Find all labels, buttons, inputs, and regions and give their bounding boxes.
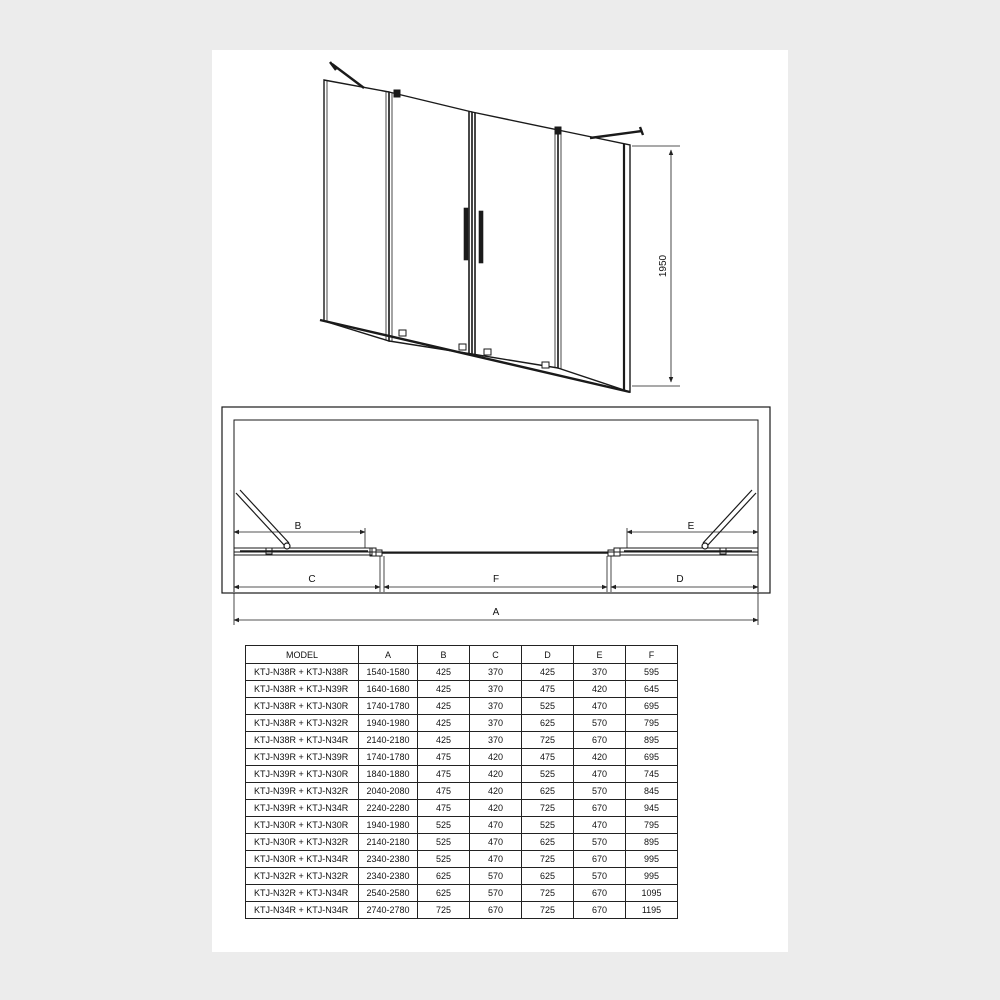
value-cell: 470 bbox=[574, 698, 626, 715]
value-cell: 2340-2380 bbox=[359, 868, 418, 885]
model-cell: KTJ-N38R + KTJ-N38R bbox=[246, 664, 359, 681]
value-cell: 420 bbox=[470, 749, 522, 766]
value-cell: 1940-1980 bbox=[359, 715, 418, 732]
value-cell: 625 bbox=[418, 868, 470, 885]
header-e: E bbox=[574, 646, 626, 664]
table-row bbox=[246, 902, 678, 919]
right-wall-bracket bbox=[590, 127, 643, 138]
table-row bbox=[246, 851, 678, 868]
plan-label-f: F bbox=[492, 574, 500, 585]
value-cell: 570 bbox=[470, 885, 522, 902]
model-cell: KTJ-N39R + KTJ-N39R bbox=[246, 749, 359, 766]
value-cell: 420 bbox=[470, 766, 522, 783]
value-cell: 2240-2280 bbox=[359, 800, 418, 817]
table-row bbox=[246, 766, 678, 783]
value-cell: 945 bbox=[626, 800, 678, 817]
value-cell: 370 bbox=[470, 681, 522, 698]
plan-view bbox=[222, 407, 770, 625]
value-cell: 570 bbox=[574, 783, 626, 800]
value-cell: 625 bbox=[522, 868, 574, 885]
value-cell: 645 bbox=[626, 681, 678, 698]
value-cell: 425 bbox=[418, 715, 470, 732]
table-row bbox=[246, 749, 678, 766]
value-cell: 420 bbox=[470, 783, 522, 800]
value-cell: 995 bbox=[626, 851, 678, 868]
value-cell: 670 bbox=[574, 885, 626, 902]
model-cell: KTJ-N38R + KTJ-N39R bbox=[246, 681, 359, 698]
header-f: F bbox=[626, 646, 678, 664]
value-cell: 745 bbox=[626, 766, 678, 783]
table-row bbox=[246, 664, 678, 681]
value-cell: 475 bbox=[418, 783, 470, 800]
left-fixed-panel bbox=[324, 80, 389, 341]
value-cell: 570 bbox=[574, 715, 626, 732]
header-model: MODEL bbox=[246, 646, 359, 664]
value-cell: 370 bbox=[470, 698, 522, 715]
value-cell: 670 bbox=[574, 800, 626, 817]
right-fixed-panel bbox=[558, 130, 630, 392]
value-cell: 420 bbox=[470, 800, 522, 817]
value-cell: 370 bbox=[574, 664, 626, 681]
value-cell: 2740-2780 bbox=[359, 902, 418, 919]
value-cell: 470 bbox=[574, 817, 626, 834]
value-cell: 995 bbox=[626, 868, 678, 885]
table-body bbox=[246, 664, 678, 919]
value-cell: 425 bbox=[522, 664, 574, 681]
value-cell: 1095 bbox=[626, 885, 678, 902]
value-cell: 2340-2380 bbox=[359, 851, 418, 868]
table-row bbox=[246, 868, 678, 885]
table-header-row bbox=[246, 646, 678, 664]
model-cell: KTJ-N30R + KTJ-N34R bbox=[246, 851, 359, 868]
value-cell: 470 bbox=[470, 834, 522, 851]
value-cell: 370 bbox=[470, 664, 522, 681]
value-cell: 525 bbox=[418, 851, 470, 868]
model-cell: KTJ-N39R + KTJ-N32R bbox=[246, 783, 359, 800]
model-cell: KTJ-N39R + KTJ-N34R bbox=[246, 800, 359, 817]
value-cell: 670 bbox=[574, 732, 626, 749]
model-cell: KTJ-N32R + KTJ-N32R bbox=[246, 868, 359, 885]
value-cell: 525 bbox=[418, 834, 470, 851]
table-row bbox=[246, 681, 678, 698]
value-cell: 1940-1980 bbox=[359, 817, 418, 834]
value-cell: 425 bbox=[418, 698, 470, 715]
table-row bbox=[246, 698, 678, 715]
left-plan-bracket bbox=[236, 490, 290, 549]
model-cell: KTJ-N34R + KTJ-N34R bbox=[246, 902, 359, 919]
right-door-handle bbox=[479, 211, 483, 263]
value-cell: 725 bbox=[522, 902, 574, 919]
plan-label-e: E bbox=[687, 521, 695, 532]
value-cell: 525 bbox=[522, 766, 574, 783]
value-cell: 695 bbox=[626, 749, 678, 766]
value-cell: 895 bbox=[626, 732, 678, 749]
value-cell: 725 bbox=[418, 902, 470, 919]
value-cell: 845 bbox=[626, 783, 678, 800]
table-row bbox=[246, 732, 678, 749]
value-cell: 1640-1680 bbox=[359, 681, 418, 698]
plan-label-b: B bbox=[294, 521, 302, 532]
value-cell: 2040-2080 bbox=[359, 783, 418, 800]
height-dimension-label: 1950 bbox=[658, 254, 669, 278]
value-cell: 895 bbox=[626, 834, 678, 851]
value-cell: 475 bbox=[418, 766, 470, 783]
model-cell: KTJ-N39R + KTJ-N30R bbox=[246, 766, 359, 783]
value-cell: 470 bbox=[574, 766, 626, 783]
value-cell: 475 bbox=[522, 681, 574, 698]
bathtub-inner bbox=[234, 420, 758, 592]
value-cell: 525 bbox=[522, 698, 574, 715]
model-cell: KTJ-N38R + KTJ-N32R bbox=[246, 715, 359, 732]
value-cell: 425 bbox=[418, 681, 470, 698]
model-cell: KTJ-N38R + KTJ-N30R bbox=[246, 698, 359, 715]
value-cell: 470 bbox=[470, 851, 522, 868]
table-row bbox=[246, 783, 678, 800]
value-cell: 570 bbox=[574, 868, 626, 885]
value-cell: 370 bbox=[470, 715, 522, 732]
value-cell: 475 bbox=[522, 749, 574, 766]
value-cell: 1195 bbox=[626, 902, 678, 919]
value-cell: 475 bbox=[418, 800, 470, 817]
value-cell: 595 bbox=[626, 664, 678, 681]
value-cell: 2140-2180 bbox=[359, 834, 418, 851]
left-door-handle bbox=[464, 208, 468, 260]
right-sliding-panel bbox=[472, 112, 558, 368]
header-d: D bbox=[522, 646, 574, 664]
value-cell: 2540-2580 bbox=[359, 885, 418, 902]
value-cell: 1540-1580 bbox=[359, 664, 418, 681]
value-cell: 625 bbox=[522, 783, 574, 800]
value-cell: 425 bbox=[418, 664, 470, 681]
value-cell: 525 bbox=[522, 817, 574, 834]
value-cell: 725 bbox=[522, 851, 574, 868]
table-row bbox=[246, 817, 678, 834]
bathtub-outer bbox=[222, 407, 770, 593]
value-cell: 570 bbox=[574, 834, 626, 851]
elevation-view bbox=[320, 62, 680, 392]
model-cell: KTJ-N30R + KTJ-N30R bbox=[246, 817, 359, 834]
header-c: C bbox=[470, 646, 522, 664]
value-cell: 695 bbox=[626, 698, 678, 715]
value-cell: 725 bbox=[522, 800, 574, 817]
left-sliding-panel bbox=[389, 92, 472, 354]
value-cell: 670 bbox=[574, 851, 626, 868]
table-row bbox=[246, 885, 678, 902]
value-cell: 420 bbox=[574, 681, 626, 698]
plan-label-c: C bbox=[308, 574, 316, 585]
header-b: B bbox=[418, 646, 470, 664]
value-cell: 625 bbox=[418, 885, 470, 902]
value-cell: 795 bbox=[626, 817, 678, 834]
value-cell: 470 bbox=[470, 817, 522, 834]
header-a: A bbox=[359, 646, 418, 664]
model-cell: KTJ-N32R + KTJ-N34R bbox=[246, 885, 359, 902]
table-row bbox=[246, 715, 678, 732]
value-cell: 670 bbox=[574, 902, 626, 919]
table-row bbox=[246, 800, 678, 817]
value-cell: 1840-1880 bbox=[359, 766, 418, 783]
value-cell: 475 bbox=[418, 749, 470, 766]
value-cell: 1740-1780 bbox=[359, 749, 418, 766]
value-cell: 425 bbox=[418, 732, 470, 749]
value-cell: 625 bbox=[522, 834, 574, 851]
value-cell: 670 bbox=[470, 902, 522, 919]
model-cell: KTJ-N30R + KTJ-N32R bbox=[246, 834, 359, 851]
value-cell: 525 bbox=[418, 817, 470, 834]
value-cell: 570 bbox=[470, 868, 522, 885]
model-cell: KTJ-N38R + KTJ-N34R bbox=[246, 732, 359, 749]
value-cell: 725 bbox=[522, 732, 574, 749]
table-row bbox=[246, 834, 678, 851]
value-cell: 2140-2180 bbox=[359, 732, 418, 749]
plan-label-a: A bbox=[492, 607, 500, 618]
right-plan-bracket bbox=[702, 490, 756, 549]
dimension-table bbox=[245, 645, 678, 919]
value-cell: 795 bbox=[626, 715, 678, 732]
value-cell: 370 bbox=[470, 732, 522, 749]
height-dimension-line bbox=[632, 146, 680, 386]
value-cell: 420 bbox=[574, 749, 626, 766]
value-cell: 625 bbox=[522, 715, 574, 732]
value-cell: 1740-1780 bbox=[359, 698, 418, 715]
plan-label-d: D bbox=[676, 574, 684, 585]
value-cell: 725 bbox=[522, 885, 574, 902]
